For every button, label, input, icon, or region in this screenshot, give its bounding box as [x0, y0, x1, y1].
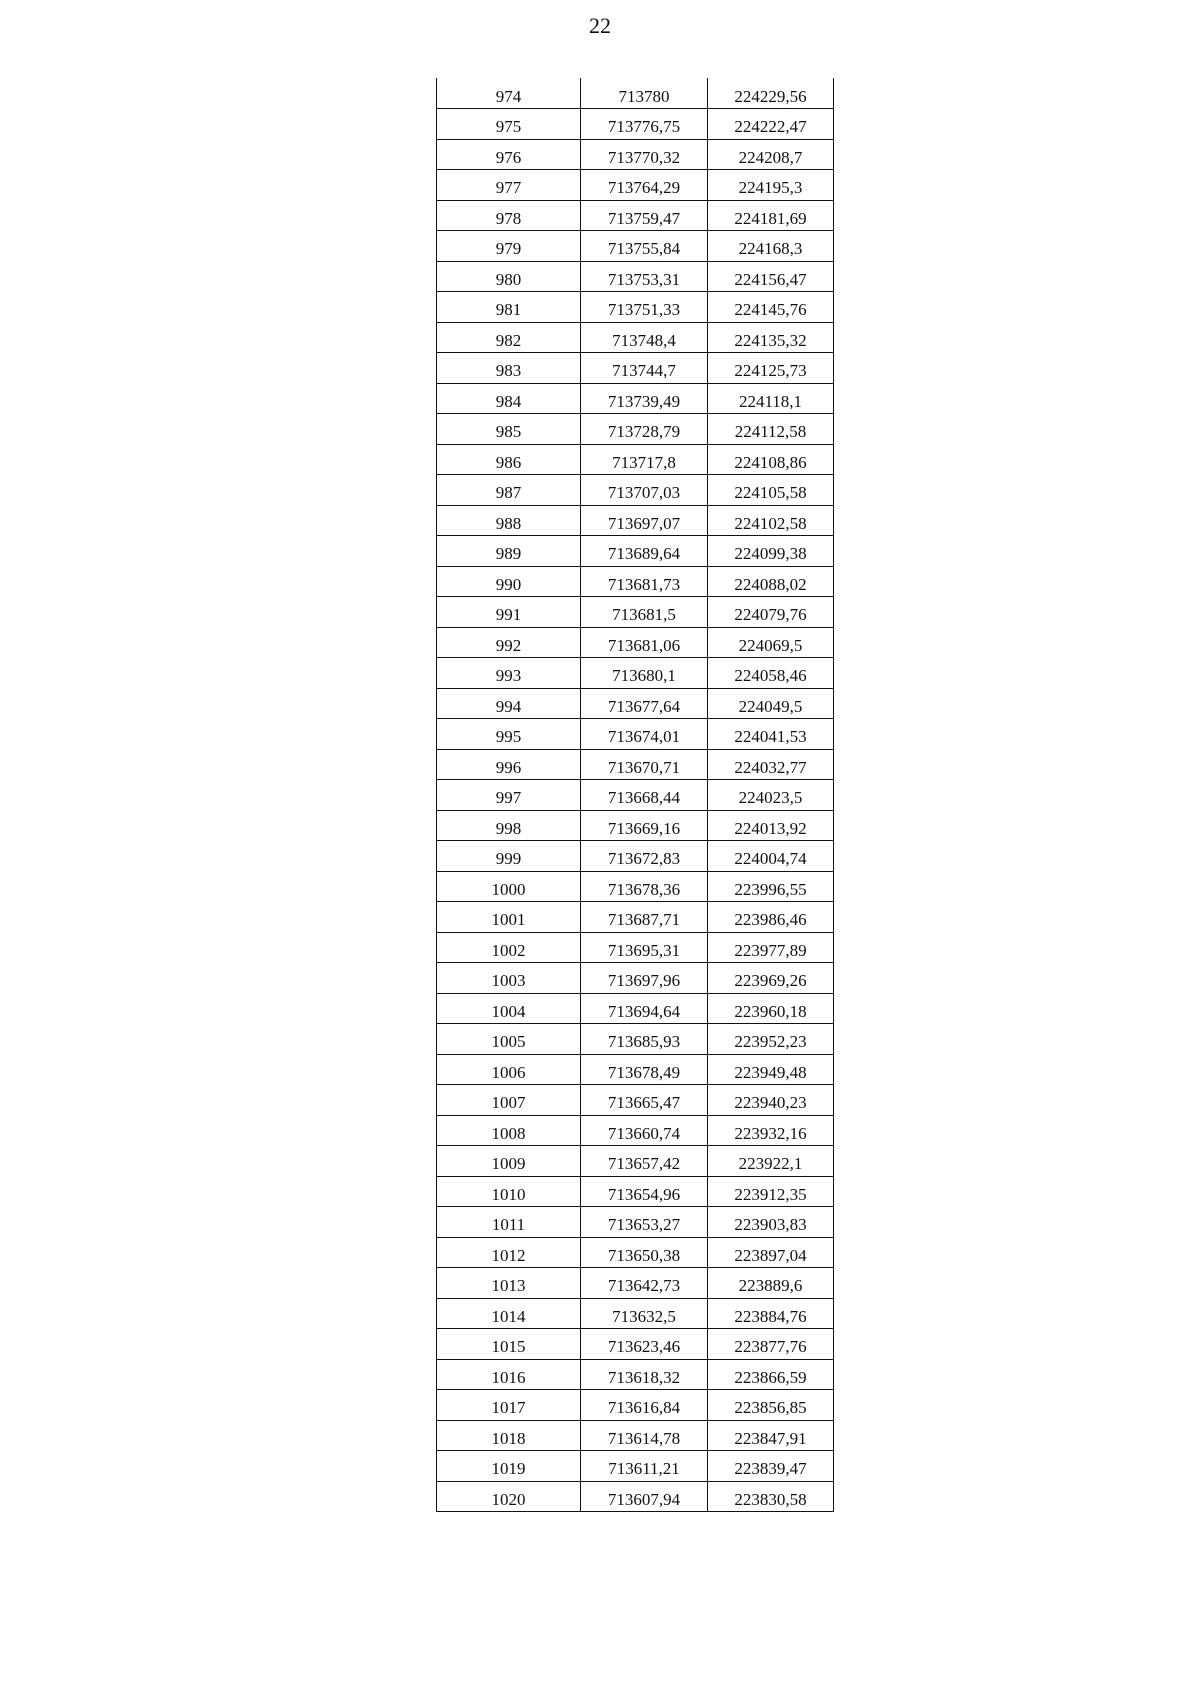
x-coordinate-cell: 713665,47 [581, 1085, 708, 1116]
point-number-cell: 988 [437, 505, 581, 536]
table-row [437, 871, 834, 902]
y-coordinate-cell: 224032,77 [708, 749, 834, 780]
y-coordinate-cell: 224102,58 [708, 505, 834, 536]
table-row [437, 170, 834, 201]
point-number-cell: 1018 [437, 1420, 581, 1451]
x-coordinate-cell: 713618,32 [581, 1359, 708, 1390]
point-number-cell: 1005 [437, 1024, 581, 1055]
y-coordinate-cell: 224108,86 [708, 444, 834, 475]
y-coordinate-cell: 224105,58 [708, 475, 834, 506]
y-coordinate-cell: 224112,58 [708, 414, 834, 445]
x-coordinate-cell: 713685,93 [581, 1024, 708, 1055]
table-row [437, 1390, 834, 1421]
table-row [437, 658, 834, 689]
table-row [437, 993, 834, 1024]
point-number-cell: 1008 [437, 1115, 581, 1146]
coordinates-table [436, 78, 834, 1512]
page-number: 22 [589, 13, 611, 38]
y-coordinate-cell: 223952,23 [708, 1024, 834, 1055]
x-coordinate-cell: 713607,94 [581, 1481, 708, 1512]
table-row [437, 902, 834, 933]
y-coordinate-cell: 223877,76 [708, 1329, 834, 1360]
point-number-cell: 987 [437, 475, 581, 506]
point-number-cell: 979 [437, 231, 581, 262]
x-coordinate-cell: 713653,27 [581, 1207, 708, 1238]
table-row [437, 932, 834, 963]
x-coordinate-cell: 713611,21 [581, 1451, 708, 1482]
y-coordinate-cell: 224168,3 [708, 231, 834, 262]
y-coordinate-cell: 223969,26 [708, 963, 834, 994]
y-coordinate-cell: 224058,46 [708, 658, 834, 689]
y-coordinate-cell: 224156,47 [708, 261, 834, 292]
table-row [437, 841, 834, 872]
y-coordinate-cell: 223897,04 [708, 1237, 834, 1268]
table-row [437, 383, 834, 414]
y-coordinate-cell: 223996,55 [708, 871, 834, 902]
y-coordinate-cell: 224125,73 [708, 353, 834, 384]
x-coordinate-cell: 713753,31 [581, 261, 708, 292]
point-number-cell: 974 [437, 78, 581, 109]
table-row [437, 536, 834, 567]
point-number-cell: 1000 [437, 871, 581, 902]
point-number-cell: 982 [437, 322, 581, 353]
table-row [437, 1359, 834, 1390]
x-coordinate-cell: 713687,71 [581, 902, 708, 933]
x-coordinate-cell: 713642,73 [581, 1268, 708, 1299]
y-coordinate-cell: 224118,1 [708, 383, 834, 414]
point-number-cell: 1007 [437, 1085, 581, 1116]
x-coordinate-cell: 713680,1 [581, 658, 708, 689]
point-number-cell: 989 [437, 536, 581, 567]
y-coordinate-cell: 223839,47 [708, 1451, 834, 1482]
y-coordinate-cell: 224088,02 [708, 566, 834, 597]
point-number-cell: 984 [437, 383, 581, 414]
point-number-cell: 1016 [437, 1359, 581, 1390]
table-row [437, 1085, 834, 1116]
table-row [437, 505, 834, 536]
x-coordinate-cell: 713764,29 [581, 170, 708, 201]
point-number-cell: 1001 [437, 902, 581, 933]
y-coordinate-cell: 223932,16 [708, 1115, 834, 1146]
y-coordinate-cell: 224013,92 [708, 810, 834, 841]
y-coordinate-cell: 224023,5 [708, 780, 834, 811]
point-number-cell: 986 [437, 444, 581, 475]
point-number-cell: 994 [437, 688, 581, 719]
x-coordinate-cell: 713717,8 [581, 444, 708, 475]
point-number-cell: 1017 [437, 1390, 581, 1421]
x-coordinate-cell: 713632,5 [581, 1298, 708, 1329]
x-coordinate-cell: 713674,01 [581, 719, 708, 750]
y-coordinate-cell: 223884,76 [708, 1298, 834, 1329]
x-coordinate-cell: 713678,49 [581, 1054, 708, 1085]
point-number-cell: 980 [437, 261, 581, 292]
table-row [437, 810, 834, 841]
y-coordinate-cell: 223977,89 [708, 932, 834, 963]
point-number-cell: 992 [437, 627, 581, 658]
table-row [437, 1024, 834, 1055]
x-coordinate-cell: 713728,79 [581, 414, 708, 445]
point-number-cell: 978 [437, 200, 581, 231]
y-coordinate-cell: 224208,7 [708, 139, 834, 170]
x-coordinate-cell: 713697,96 [581, 963, 708, 994]
x-coordinate-cell: 713681,5 [581, 597, 708, 628]
x-coordinate-cell: 713755,84 [581, 231, 708, 262]
table-row [437, 719, 834, 750]
table-row [437, 1481, 834, 1512]
x-coordinate-cell: 713616,84 [581, 1390, 708, 1421]
point-number-cell: 975 [437, 109, 581, 140]
point-number-cell: 990 [437, 566, 581, 597]
table-row [437, 627, 834, 658]
table-row [437, 1451, 834, 1482]
y-coordinate-cell: 224181,69 [708, 200, 834, 231]
x-coordinate-cell: 713739,49 [581, 383, 708, 414]
x-coordinate-cell: 713770,32 [581, 139, 708, 170]
point-number-cell: 993 [437, 658, 581, 689]
point-number-cell: 1009 [437, 1146, 581, 1177]
point-number-cell: 995 [437, 719, 581, 750]
y-coordinate-cell: 224195,3 [708, 170, 834, 201]
y-coordinate-cell: 223960,18 [708, 993, 834, 1024]
table-row [437, 1420, 834, 1451]
table-row [437, 139, 834, 170]
table-row [437, 1176, 834, 1207]
table-row [437, 353, 834, 384]
y-coordinate-cell: 224069,5 [708, 627, 834, 658]
y-coordinate-cell: 224145,76 [708, 292, 834, 323]
table-row [437, 1298, 834, 1329]
table-row [437, 231, 834, 262]
table-row [437, 78, 834, 109]
y-coordinate-cell: 223856,85 [708, 1390, 834, 1421]
point-number-cell: 977 [437, 170, 581, 201]
x-coordinate-cell: 713697,07 [581, 505, 708, 536]
x-coordinate-cell: 713751,33 [581, 292, 708, 323]
table-row [437, 963, 834, 994]
point-number-cell: 1014 [437, 1298, 581, 1329]
table-row [437, 1207, 834, 1238]
point-number-cell: 1015 [437, 1329, 581, 1360]
y-coordinate-cell: 223912,35 [708, 1176, 834, 1207]
y-coordinate-cell: 223903,83 [708, 1207, 834, 1238]
y-coordinate-cell: 223949,48 [708, 1054, 834, 1085]
y-coordinate-cell: 223986,46 [708, 902, 834, 933]
point-number-cell: 981 [437, 292, 581, 323]
point-number-cell: 983 [437, 353, 581, 384]
table-row [437, 566, 834, 597]
point-number-cell: 1002 [437, 932, 581, 963]
point-number-cell: 998 [437, 810, 581, 841]
x-coordinate-cell: 713707,03 [581, 475, 708, 506]
table-row [437, 1054, 834, 1085]
table-row [437, 688, 834, 719]
x-coordinate-cell: 713681,73 [581, 566, 708, 597]
y-coordinate-cell: 224041,53 [708, 719, 834, 750]
x-coordinate-cell: 713650,38 [581, 1237, 708, 1268]
point-number-cell: 976 [437, 139, 581, 170]
table-row [437, 292, 834, 323]
x-coordinate-cell: 713694,64 [581, 993, 708, 1024]
x-coordinate-cell: 713668,44 [581, 780, 708, 811]
x-coordinate-cell: 713623,46 [581, 1329, 708, 1360]
coordinates-table-body [437, 78, 834, 1512]
point-number-cell: 996 [437, 749, 581, 780]
y-coordinate-cell: 223830,58 [708, 1481, 834, 1512]
y-coordinate-cell: 224229,56 [708, 78, 834, 109]
table-row [437, 597, 834, 628]
x-coordinate-cell: 713689,64 [581, 536, 708, 567]
point-number-cell: 1019 [437, 1451, 581, 1482]
y-coordinate-cell: 223866,59 [708, 1359, 834, 1390]
table-row [437, 444, 834, 475]
x-coordinate-cell: 713744,7 [581, 353, 708, 384]
x-coordinate-cell: 713695,31 [581, 932, 708, 963]
table-row [437, 1268, 834, 1299]
table-row [437, 1146, 834, 1177]
table-row [437, 109, 834, 140]
x-coordinate-cell: 713654,96 [581, 1176, 708, 1207]
y-coordinate-cell: 224079,76 [708, 597, 834, 628]
table-row [437, 1237, 834, 1268]
point-number-cell: 999 [437, 841, 581, 872]
point-number-cell: 997 [437, 780, 581, 811]
y-coordinate-cell: 224004,74 [708, 841, 834, 872]
point-number-cell: 1012 [437, 1237, 581, 1268]
table-row [437, 749, 834, 780]
x-coordinate-cell: 713670,71 [581, 749, 708, 780]
point-number-cell: 1013 [437, 1268, 581, 1299]
y-coordinate-cell: 224135,32 [708, 322, 834, 353]
x-coordinate-cell: 713672,83 [581, 841, 708, 872]
x-coordinate-cell: 713657,42 [581, 1146, 708, 1177]
y-coordinate-cell: 224222,47 [708, 109, 834, 140]
x-coordinate-cell: 713681,06 [581, 627, 708, 658]
y-coordinate-cell: 224099,38 [708, 536, 834, 567]
y-coordinate-cell: 223940,23 [708, 1085, 834, 1116]
point-number-cell: 1003 [437, 963, 581, 994]
table-row [437, 475, 834, 506]
point-number-cell: 1011 [437, 1207, 581, 1238]
point-number-cell: 985 [437, 414, 581, 445]
y-coordinate-cell: 223922,1 [708, 1146, 834, 1177]
point-number-cell: 1006 [437, 1054, 581, 1085]
table-row [437, 780, 834, 811]
x-coordinate-cell: 713748,4 [581, 322, 708, 353]
x-coordinate-cell: 713776,75 [581, 109, 708, 140]
x-coordinate-cell: 713677,64 [581, 688, 708, 719]
point-number-cell: 1010 [437, 1176, 581, 1207]
x-coordinate-cell: 713614,78 [581, 1420, 708, 1451]
x-coordinate-cell: 713780 [581, 78, 708, 109]
table-row [437, 1115, 834, 1146]
table-row [437, 1329, 834, 1360]
table-row [437, 414, 834, 445]
point-number-cell: 1020 [437, 1481, 581, 1512]
x-coordinate-cell: 713660,74 [581, 1115, 708, 1146]
point-number-cell: 1004 [437, 993, 581, 1024]
y-coordinate-cell: 223847,91 [708, 1420, 834, 1451]
x-coordinate-cell: 713669,16 [581, 810, 708, 841]
x-coordinate-cell: 713678,36 [581, 871, 708, 902]
table-row [437, 261, 834, 292]
table-row [437, 322, 834, 353]
x-coordinate-cell: 713759,47 [581, 200, 708, 231]
y-coordinate-cell: 224049,5 [708, 688, 834, 719]
point-number-cell: 991 [437, 597, 581, 628]
table-row [437, 200, 834, 231]
y-coordinate-cell: 223889,6 [708, 1268, 834, 1299]
